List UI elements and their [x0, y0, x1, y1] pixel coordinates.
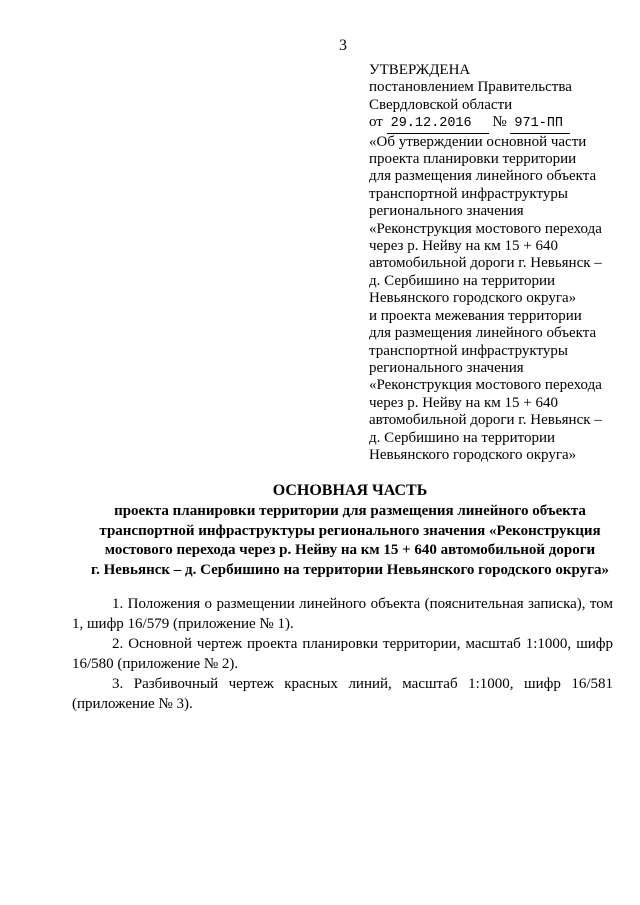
- document-subtitle-line: г. Невьянск – д. Сербишино на территории Невьянского городского округа»: [90, 561, 609, 578]
- contents-item: 1. Положения о размещении линейного объекта (пояснительная записка), том 1, шифр 16/579 (приложение № 1).: [72, 596, 613, 632]
- approval-subject-line: транспортной инфраструктуры: [369, 342, 568, 359]
- approval-title: УТВЕРЖДЕНА: [369, 62, 471, 78]
- approval-subject-line: регионального значения: [369, 359, 524, 376]
- approval-subject-line: Невьянского городского округа»: [369, 446, 577, 463]
- approval-subject-line: автомобильной дороги г. Невьянск –: [369, 412, 602, 429]
- approval-subject-line: «Об утверждении основной части: [369, 133, 587, 150]
- approval-subject-line: для размещения линейного объекта: [369, 168, 597, 185]
- contents-item: 2. Основной чертеж проекта планировки территории, масштаб 1:1000, шифр 16/580 (приложение № 2).: [72, 636, 613, 672]
- approval-subject-line: через р. Нейву на км 15 + 640: [369, 394, 558, 411]
- page-number: 3: [339, 37, 347, 54]
- approval-subject-line: д. Сербишино на территории: [369, 429, 556, 446]
- approval-subject-line: Невьянского городского округа»: [369, 290, 577, 307]
- date-prefix: от: [369, 114, 383, 131]
- approval-date: 29.12.2016: [387, 115, 489, 133]
- approval-subject-line: «Реконструкция мостового перехода: [369, 220, 602, 237]
- document-subtitle-line: транспортной инфраструктуры регионального значения «Реконструкция: [99, 522, 601, 539]
- approval-subject-line: транспортной инфраструктуры: [369, 185, 568, 202]
- approval-region: Свердловской области: [369, 96, 513, 113]
- approval-stamp: [369, 62, 631, 464]
- approval-subject-line: регионального значения: [369, 203, 524, 220]
- approval-number: 971-ПП: [510, 115, 570, 133]
- document-subtitle-line: проекта планировки территории для размещения линейного объекта: [114, 503, 586, 519]
- approval-subject-line: через р. Нейву на км 15 + 640: [369, 238, 558, 255]
- approval-subject-line: «Реконструкция мостового перехода: [369, 377, 602, 394]
- approval-subject-line: для размещения линейного объекта: [369, 325, 597, 342]
- approval-issuer: постановлением Правительства: [369, 79, 572, 96]
- approval-subject-line: и проекта межевания территории: [369, 307, 582, 324]
- approval-subject-line: проекта планировки территории: [369, 151, 577, 168]
- approval-date-number-line: [369, 114, 631, 133]
- document-title: ОСНОВНАЯ ЧАСТЬ: [272, 482, 428, 499]
- contents-list: [72, 594, 613, 714]
- document-heading: [70, 480, 630, 580]
- contents-item: 3. Разбивочный чертеж красных линий, масштаб 1:1000, шифр 16/581 (приложение № 3).: [72, 676, 613, 712]
- number-sign: №: [492, 114, 507, 131]
- approval-subject-line: автомобильной дороги г. Невьянск –: [369, 255, 602, 272]
- document-subtitle-line: мостового перехода через р. Нейву на км 15 + 640 автомобильной дороги: [104, 542, 596, 559]
- approval-subject-line: д. Сербишино на территории: [369, 272, 556, 289]
